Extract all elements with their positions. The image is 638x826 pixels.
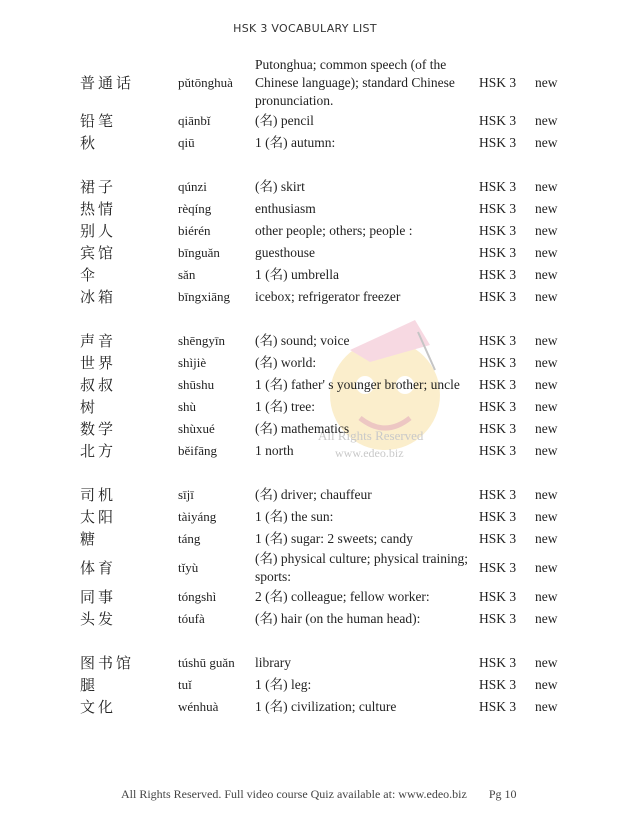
vocab-status: new: [535, 267, 558, 282]
vocab-pinyin: wénhuà: [178, 699, 219, 714]
vocab-pinyin: tuǐ: [178, 677, 192, 692]
vocab-row: [80, 374, 565, 396]
vocab-hanzi: 体育: [80, 559, 117, 577]
vocab-pinyin: běifāng: [178, 443, 217, 458]
vocab-level: HSK 3: [479, 75, 517, 90]
vocab-status: new: [535, 179, 558, 194]
vocab-pinyin: shìjiè: [178, 355, 207, 370]
vocab-status: new: [535, 399, 558, 414]
vocab-level: HSK 3: [479, 267, 517, 282]
vocab-status: new: [535, 355, 558, 370]
group-spacer: [80, 308, 565, 330]
page-title: HSK 3 VOCABULARY LIST: [233, 22, 377, 35]
vocab-english: 1 (名) father' s younger brother; uncle: [255, 377, 460, 392]
vocab-english: 1 (名) umbrella: [255, 267, 339, 282]
vocab-hanzi: 图书馆: [80, 654, 135, 672]
vocab-level: HSK 3: [479, 589, 517, 604]
vocab-hanzi: 热情: [80, 200, 117, 218]
vocab-pinyin: qiū: [178, 135, 195, 150]
vocab-level: HSK 3: [479, 135, 517, 150]
vocab-hanzi: 北方: [80, 442, 117, 460]
vocab-english: 1 (名) autumn:: [255, 135, 336, 150]
vocab-english: (名) pencil: [255, 113, 314, 128]
watermark-line2: www.edeo.biz: [335, 446, 404, 460]
group-spacer: [80, 462, 565, 484]
vocab-pinyin: shēngyīn: [178, 333, 225, 348]
vocab-hanzi: 伞: [80, 266, 99, 284]
vocab-status: new: [535, 655, 558, 670]
vocab-level: HSK 3: [479, 421, 517, 436]
vocab-level: HSK 3: [479, 223, 517, 238]
vocab-english: 1 (名) leg:: [255, 677, 312, 692]
vocab-hanzi: 腿: [80, 676, 99, 694]
vocab-english: 1 (名) tree:: [255, 399, 315, 414]
vocab-level: HSK 3: [479, 113, 517, 128]
vocab-hanzi: 别人: [80, 222, 117, 240]
vocab-status: new: [535, 699, 558, 714]
vocab-status: new: [535, 75, 558, 90]
vocab-pinyin: tàiyáng: [178, 509, 217, 524]
page-number: Pg 10: [488, 787, 517, 801]
vocab-level: HSK 3: [479, 443, 517, 458]
vocab-english: Putonghua; common speech (of the Chinese language); standard Chinese pronunciation.: [255, 57, 455, 108]
vocab-pinyin: pǔtōnghuà: [178, 75, 233, 90]
vocab-status: new: [535, 135, 558, 150]
vocab-pinyin: bīnguǎn: [178, 245, 220, 260]
vocab-level: HSK 3: [479, 531, 517, 546]
vocab-row: [80, 176, 565, 198]
vocab-english: (名) hair (on the human head):: [255, 611, 421, 626]
vocab-row: [80, 652, 565, 674]
vocab-english: 1 north: [255, 443, 294, 458]
vocabulary-table: [80, 56, 565, 718]
vocab-english: other people; others; people :: [255, 223, 413, 238]
vocab-row: [80, 440, 565, 462]
vocab-row: [80, 674, 565, 696]
vocab-hanzi: 世界: [80, 354, 117, 372]
vocab-row: [80, 608, 565, 630]
vocab-pinyin: qúnzi: [178, 179, 207, 194]
vocab-pinyin: qiānbǐ: [178, 113, 211, 128]
vocab-english: library: [255, 655, 291, 670]
vocab-level: HSK 3: [479, 355, 517, 370]
vocab-english: (名) sound; voice: [255, 333, 350, 348]
vocab-level: HSK 3: [479, 333, 517, 348]
vocab-status: new: [535, 677, 558, 692]
vocab-status: new: [535, 509, 558, 524]
vocab-english: icebox; refrigerator freezer: [255, 289, 401, 304]
vocab-english: (名) physical culture; physical training; sports:: [255, 551, 468, 584]
vocab-row: [80, 56, 565, 110]
group-spacer: [80, 630, 565, 652]
vocab-hanzi: 叔叔: [80, 376, 117, 394]
vocab-english: guesthouse: [255, 245, 315, 260]
vocab-pinyin: sǎn: [178, 267, 196, 282]
vocab-hanzi: 铅笔: [80, 112, 117, 130]
vocab-level: HSK 3: [479, 377, 517, 392]
vocab-hanzi: 糖: [80, 530, 99, 548]
vocab-status: new: [535, 245, 558, 260]
vocab-english: 1 (名) the sun:: [255, 509, 334, 524]
vocab-level: HSK 3: [479, 487, 517, 502]
vocab-pinyin: sījī: [178, 487, 194, 502]
vocab-row: [80, 696, 565, 718]
vocab-hanzi: 普通话: [80, 74, 135, 92]
vocab-hanzi: 宾馆: [80, 244, 117, 262]
vocab-row: [80, 242, 565, 264]
vocab-english: (名) world:: [255, 355, 317, 370]
vocab-pinyin: táng: [178, 531, 201, 546]
vocab-row: [80, 586, 565, 608]
vocab-hanzi: 秋: [80, 134, 99, 152]
vocab-status: new: [535, 560, 558, 575]
vocab-hanzi: 同事: [80, 588, 117, 606]
vocab-hanzi: 树: [80, 398, 99, 416]
vocab-pinyin: tóngshì: [178, 589, 217, 604]
vocab-row: [80, 132, 565, 154]
vocab-row: [80, 528, 565, 550]
vocab-pinyin: shùxué: [178, 421, 215, 436]
vocab-pinyin: túshū guǎn: [178, 655, 235, 670]
vocab-level: HSK 3: [479, 611, 517, 626]
footer-text: All Rights Reserved. Full video course Quiz available at: www.edeo.biz: [121, 787, 467, 801]
vocab-level: HSK 3: [479, 509, 517, 524]
vocab-row: [80, 198, 565, 220]
vocab-level: HSK 3: [479, 245, 517, 260]
vocab-status: new: [535, 531, 558, 546]
vocab-status: new: [535, 333, 558, 348]
page-footer: [121, 787, 517, 802]
watermark-line1: All Rights Reserved: [318, 428, 424, 443]
vocab-pinyin: biérén: [178, 223, 211, 238]
vocab-level: HSK 3: [479, 399, 517, 414]
vocab-status: new: [535, 289, 558, 304]
vocab-status: new: [535, 421, 558, 436]
group-spacer: [80, 154, 565, 176]
vocab-row: [80, 396, 565, 418]
vocab-english: 2 (名) colleague; fellow worker:: [255, 589, 430, 604]
vocab-status: new: [535, 113, 558, 128]
vocab-hanzi: 司机: [80, 486, 117, 504]
vocab-status: new: [535, 487, 558, 502]
vocab-row: [80, 550, 565, 586]
vocab-row: [80, 286, 565, 308]
vocab-level: HSK 3: [479, 179, 517, 194]
vocab-status: new: [535, 223, 558, 238]
vocab-english: (名) mathematics: [255, 421, 350, 436]
vocab-hanzi: 头发: [80, 610, 117, 628]
vocab-pinyin: tóufà: [178, 611, 205, 626]
vocab-english: 1 (名) civilization; culture: [255, 699, 397, 714]
vocab-pinyin: rèqíng: [178, 201, 212, 216]
vocab-row: [80, 418, 565, 440]
vocab-hanzi: 数学: [80, 420, 117, 438]
vocab-level: HSK 3: [479, 677, 517, 692]
vocab-status: new: [535, 377, 558, 392]
vocab-pinyin: bīngxiāng: [178, 289, 230, 304]
vocab-row: [80, 484, 565, 506]
vocab-level: HSK 3: [479, 699, 517, 714]
vocab-status: new: [535, 611, 558, 626]
vocab-row: [80, 220, 565, 242]
vocab-level: HSK 3: [479, 560, 517, 575]
vocab-english: 1 (名) sugar: 2 sweets; candy: [255, 531, 413, 546]
vocab-row: [80, 264, 565, 286]
vocab-hanzi: 声音: [80, 332, 117, 350]
vocab-row: [80, 506, 565, 528]
vocab-row: [80, 110, 565, 132]
vocab-status: new: [535, 443, 558, 458]
vocab-row: [80, 352, 565, 374]
vocab-hanzi: 裙子: [80, 178, 117, 196]
vocab-english: (名) skirt: [255, 179, 305, 194]
vocab-english: (名) driver; chauffeur: [255, 487, 372, 502]
vocab-pinyin: shūshu: [178, 377, 215, 392]
vocab-level: HSK 3: [479, 655, 517, 670]
vocab-hanzi: 太阳: [80, 508, 117, 526]
vocab-hanzi: 冰箱: [80, 288, 117, 306]
vocab-status: new: [535, 589, 558, 604]
vocab-pinyin: shù: [178, 399, 197, 414]
vocab-english: enthusiasm: [255, 201, 316, 216]
vocab-level: HSK 3: [479, 201, 517, 216]
vocab-hanzi: 文化: [80, 698, 117, 716]
vocab-pinyin: tǐyù: [178, 560, 199, 575]
vocab-level: HSK 3: [479, 289, 517, 304]
vocab-row: [80, 330, 565, 352]
vocab-status: new: [535, 201, 558, 216]
